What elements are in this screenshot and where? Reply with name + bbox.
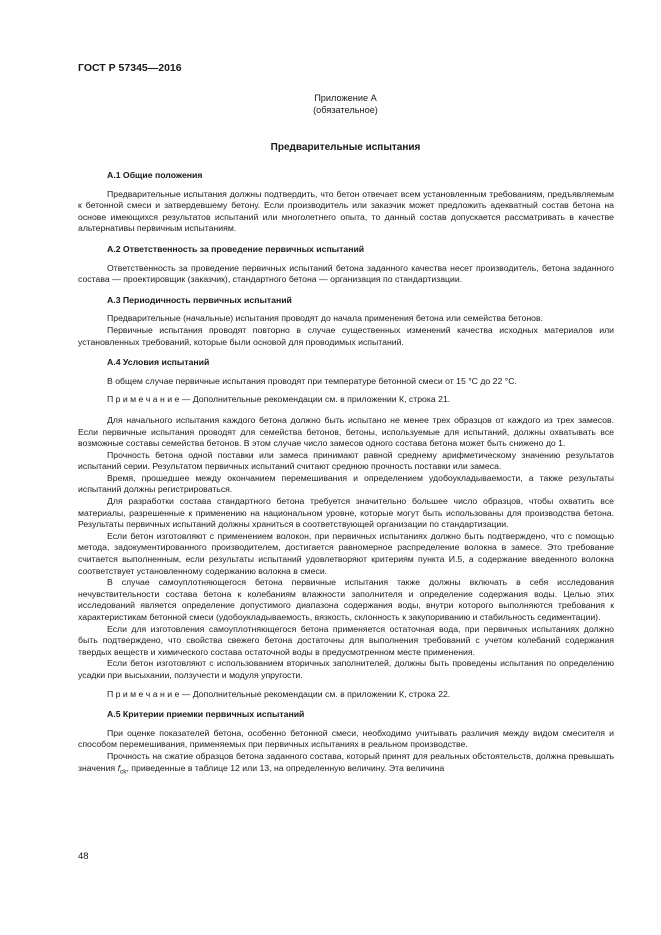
paragraph-text: Прочность на сжатие образцов бетона заданного состава, который принят для реальных обстоятельств, должна превышать значения [78,750,614,773]
page-number: 48 [78,851,89,862]
paragraph: Для разработки состава стандартного бетона требуется значительно большее число образцов, чтобы охватить все материалы, разрешенные к применению на национальном уровне, которые могут быть использованы для производства бетона. Результаты первичных испытаний должны храниться в соответствующей организации по стандартизации. [78,496,614,530]
paragraph: Если для изготовления самоуплотняющегося бетона применяется остаточная вода, при первичных испытаниях должно быть подтверждено, что свойства свежего бетона достаточны для выполнения требований с учетом колебаний содержания твердых веществ и химического состава остаточной воды в предусмотренном месте применения. [78,623,614,657]
page-title-text: Предварительные испытания [270,142,421,153]
document-header: ГОСТ Р 57345—2016 [78,62,182,74]
section-heading: А.5 Критерии приемки первичных испытаний [107,709,305,720]
paragraph: Предварительные (начальные) испытания проводят до начала применения бетона или семейства бетонов. [107,313,543,324]
paragraph: Первичные испытания проводят повторно в случае существенных изменений качества исходных материалов или установленных требований, которые были основой для проводимых испытаний. [78,324,614,347]
paragraph-text: , приведенные в таблице 12 или 13, на определенную величину. Эта величина [126,762,445,773]
note-text: — Дополнительные рекомендации см. в приложении К, строка 21. [179,394,451,405]
note-label: П р и м е ч а н и е [107,688,180,699]
paragraph: Предварительные испытания должны подтвердить, что бетон отвечает всем установленным требованиям, предъявляемым к бетонной смеси и затвердевшему бетону. Если производитель или заказчик может предложить адекватный состав бетона на основе имеющихся результатов испытаний или многолетнего опыта, то данный состав допускается рассматривать в качестве альтернативы первичным испытаниям. [78,188,614,234]
document-body [78,170,614,787]
paragraph: Прочность бетона одной поставки или замеса принимают равной среднему арифметическому значению результатов испытаний серии. Результатом первичных испытаний считают среднюю прочность поставки или замеса. [78,449,614,472]
paragraph: В общем случае первичные испытания проводят при температуре бетонной смеси от 15 °С до 22 °С. [107,375,517,386]
paragraph: Ответственность за проведение первичных испытаний бетона заданного качества несет производитель, бетона заданного состава — проектировщик (заказчик), стандартного бетона — организация по стандартизации. [78,262,614,285]
note-label: П р и м е ч а н и е [107,394,180,405]
paragraph: В случае самоуплотняющегося бетона первичные испытания также должны включать в себя исследования нечувствительности состава бетона к колебаниям влажности заполнителя и определение содержания воды. Целью этих исследований является определение допустимого диапазона содержания воды, внутри которого выполняются требования к характеристикам бетонной смеси (удобоукладываемость, вязкость, склонность к закупориванию и стабильность седиментации). [78,577,614,622]
section-a3 [78,295,614,348]
paragraph: Для начального испытания каждого бетона должно быть испытано не менее трех образцов от каждого из трех замесов. Если первичные испытания проводят для семейства бетонов, бетоны, используемые для испытаний, должны охватывать все возможные составы семейства бетонов. В этом случае число замесов одного состава бетона может быть снижено до 1. [78,414,614,449]
section-a5 [78,709,614,778]
appendix-heading [0,92,661,116]
paragraph: Если бетон изготовляют с применением волокон, при первичных испытаниях должно быть подтверждено, что с помощью метода, задокументированного производителем, достигается равномерное распределение волокна в замесе. Это требование считается выполненным, если результаты испытаний удовлетворяют критериям пункта И.5, а содержание введенного волокна соответствует установленному содержанию волокна в смеси. [78,530,614,576]
appendix-subtitle: (обязательное) [313,105,378,115]
note [78,394,614,406]
section-a1 [78,170,614,235]
paragraph: Если бетон изготовляют с использованием вторичных заполнителей, должны быть проведены испытания по определению усадки при высыхании, ползучести и модуля упругости. [78,658,614,680]
symbol-subscript: ck [119,768,127,776]
section-a2 [78,244,614,286]
section-heading: А.4 Условия испытаний [107,357,210,368]
paragraph [78,751,614,778]
section-heading: А.3 Периодичность первичных испытаний [107,294,292,305]
section-a4 [78,357,614,700]
paragraph: При оценке показателей бетона, особенно бетонной смеси, необходимо учитывать различия между видом смесителя и способом перемешивания, применяемых при первичных испытаниях в реальном производстве. [78,727,614,750]
paragraph: Время, прошедшее между окончанием перемешивания и определением удобоукладываемости, а также результаты испытаний должны регистрироваться. [78,472,614,495]
section-heading: А.2 Ответственность за проведение первичных испытаний [107,243,365,254]
note-text: — Дополнительные рекомендации см. в приложении К, строка 22. [179,688,451,699]
symbol-f: f [117,762,120,773]
page-title [0,142,661,153]
section-heading: А.1 Общие положения [107,170,203,180]
note [78,689,614,701]
appendix-title: Приложение А [314,93,377,103]
